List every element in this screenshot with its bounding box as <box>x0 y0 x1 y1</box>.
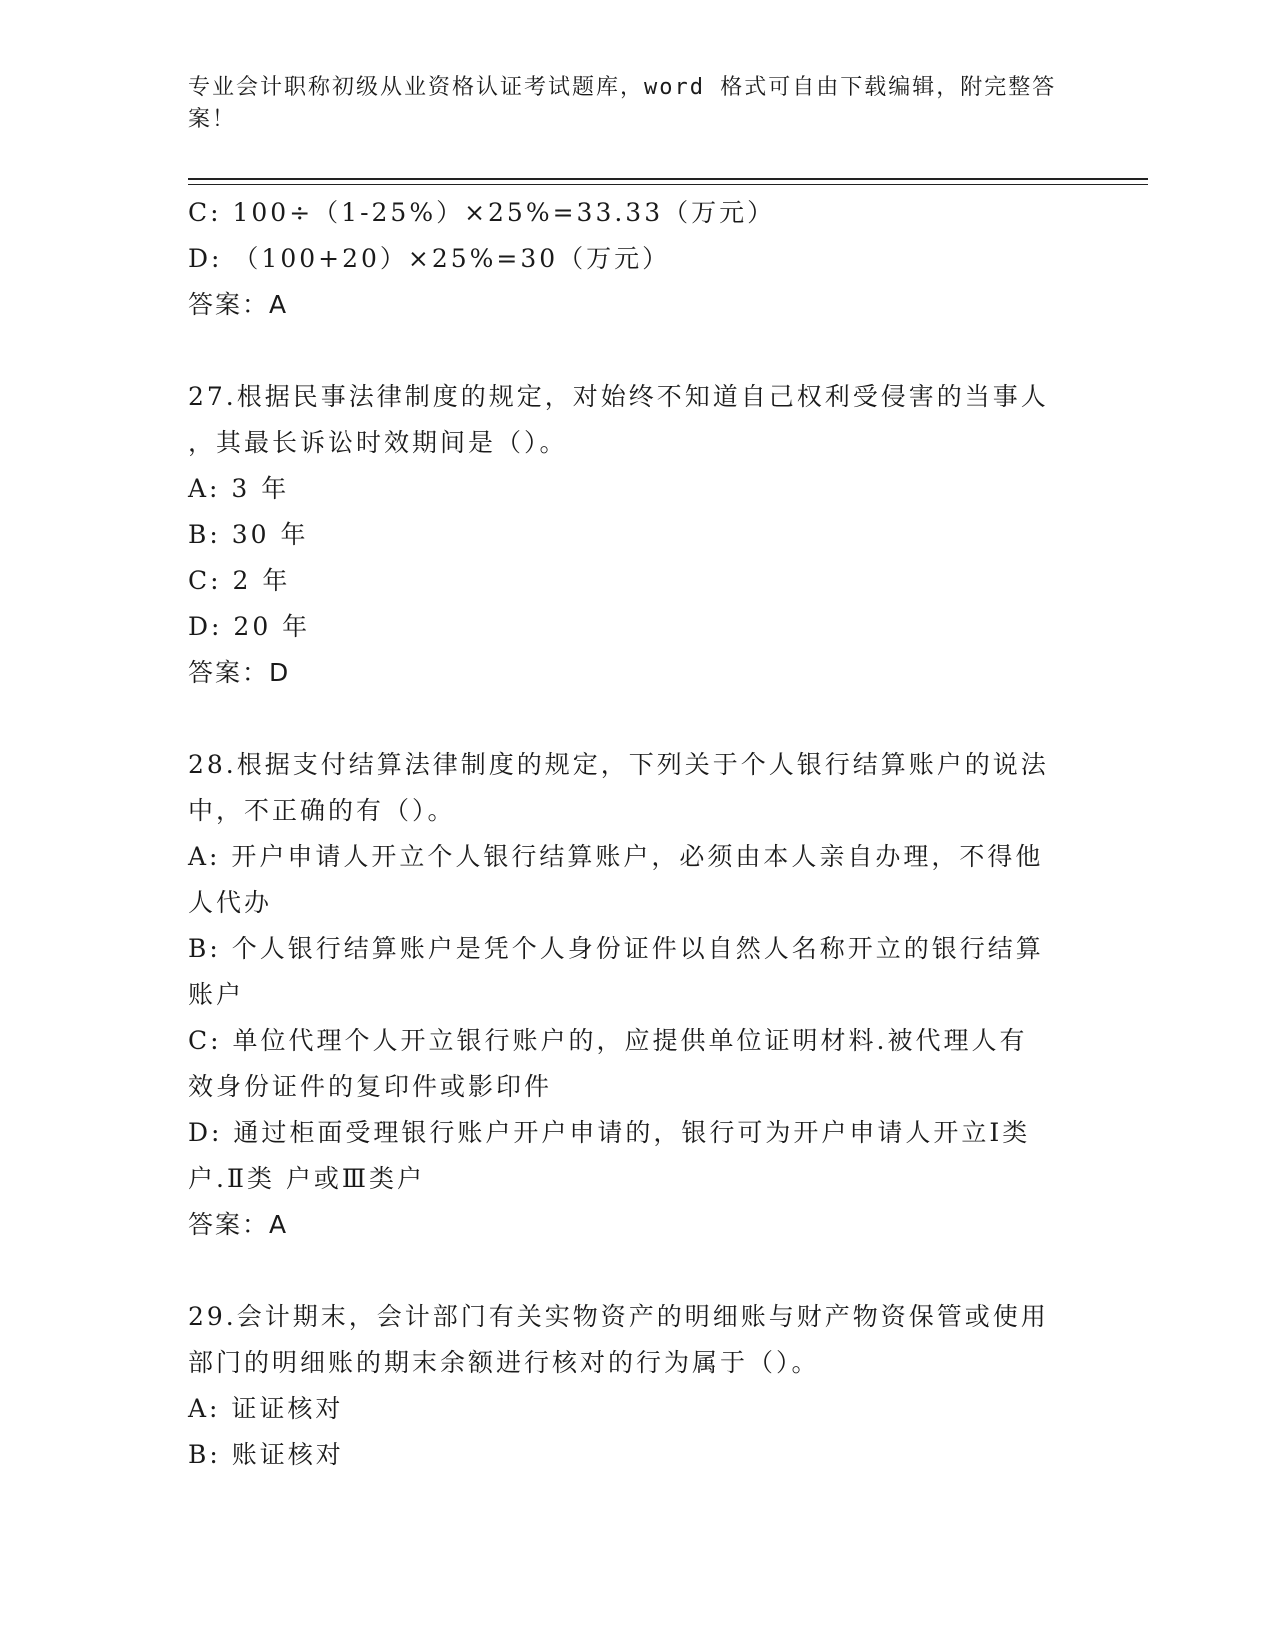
option-a: A: 证证核对 <box>188 1394 344 1423</box>
option-d: D: （100+20）×25%=30（万元） <box>188 244 671 273</box>
question-stem-continued: ，其最长诉讼时效期间是（）。 <box>188 428 568 457</box>
question-stem-continued: 中，不正确的有（）。 <box>188 796 456 825</box>
option-b: B: 账证核对 <box>188 1440 344 1469</box>
question-stem: 28.根据支付结算法律制度的规定，下列关于个人银行结算账户的说法 <box>188 750 1049 779</box>
option-c-continued: 效身份证件的复印件或影印件 <box>188 1072 553 1101</box>
option-a: A: 3 年 <box>188 474 290 503</box>
header-rule-thick <box>188 178 1148 180</box>
option-c: C: 100÷（1-25%）×25%=33.33（万元） <box>188 198 776 227</box>
document-header: 专业会计职称初级从业资格认证考试题库，word 格式可自由下载编辑，附完整答案！ <box>188 75 1057 132</box>
question-stem-continued: 部门的明细账的期末余额进行核对的行为属于（）。 <box>188 1348 820 1377</box>
option-b: B: 30 年 <box>188 520 309 549</box>
question-stem: 29.会计期末，会计部门有关实物资产的明细账与财产物资保管或使用 <box>188 1302 1049 1331</box>
question-28 <box>188 742 1088 1248</box>
option-d: D: 通过柜面受理银行账户开户申请的，银行可为开户申请人开立Ⅰ类 <box>188 1118 1031 1147</box>
question-26-tail <box>188 190 1088 328</box>
answer: 答案：D <box>188 658 291 687</box>
option-c: C: 2 年 <box>188 566 291 595</box>
question-29 <box>188 1294 1088 1478</box>
option-b: B: 个人银行结算账户是凭个人身份证件以自然人名称开立的银行结算 <box>188 934 1044 963</box>
question-stem: 27.根据民事法律制度的规定，对始终不知道自己权利受侵害的当事人 <box>188 382 1049 411</box>
option-d: D: 20 年 <box>188 612 311 641</box>
header-rule-thin <box>188 184 1148 185</box>
answer: 答案：A <box>188 290 289 319</box>
option-a-continued: 人代办 <box>188 888 273 917</box>
option-d-continued: 户.Ⅱ类 户或Ⅲ类户 <box>188 1164 425 1193</box>
option-a: A: 开户申请人开立个人银行结算账户，必须由本人亲自办理，不得他 <box>188 842 1044 871</box>
question-27 <box>188 374 1088 696</box>
option-c: C: 单位代理个人开立银行账户的，应提供单位证明材料.被代理人有 <box>188 1026 1028 1055</box>
answer: 答案：A <box>188 1210 289 1239</box>
option-b-continued: 账户 <box>188 980 245 1009</box>
question-content <box>188 190 1088 1478</box>
